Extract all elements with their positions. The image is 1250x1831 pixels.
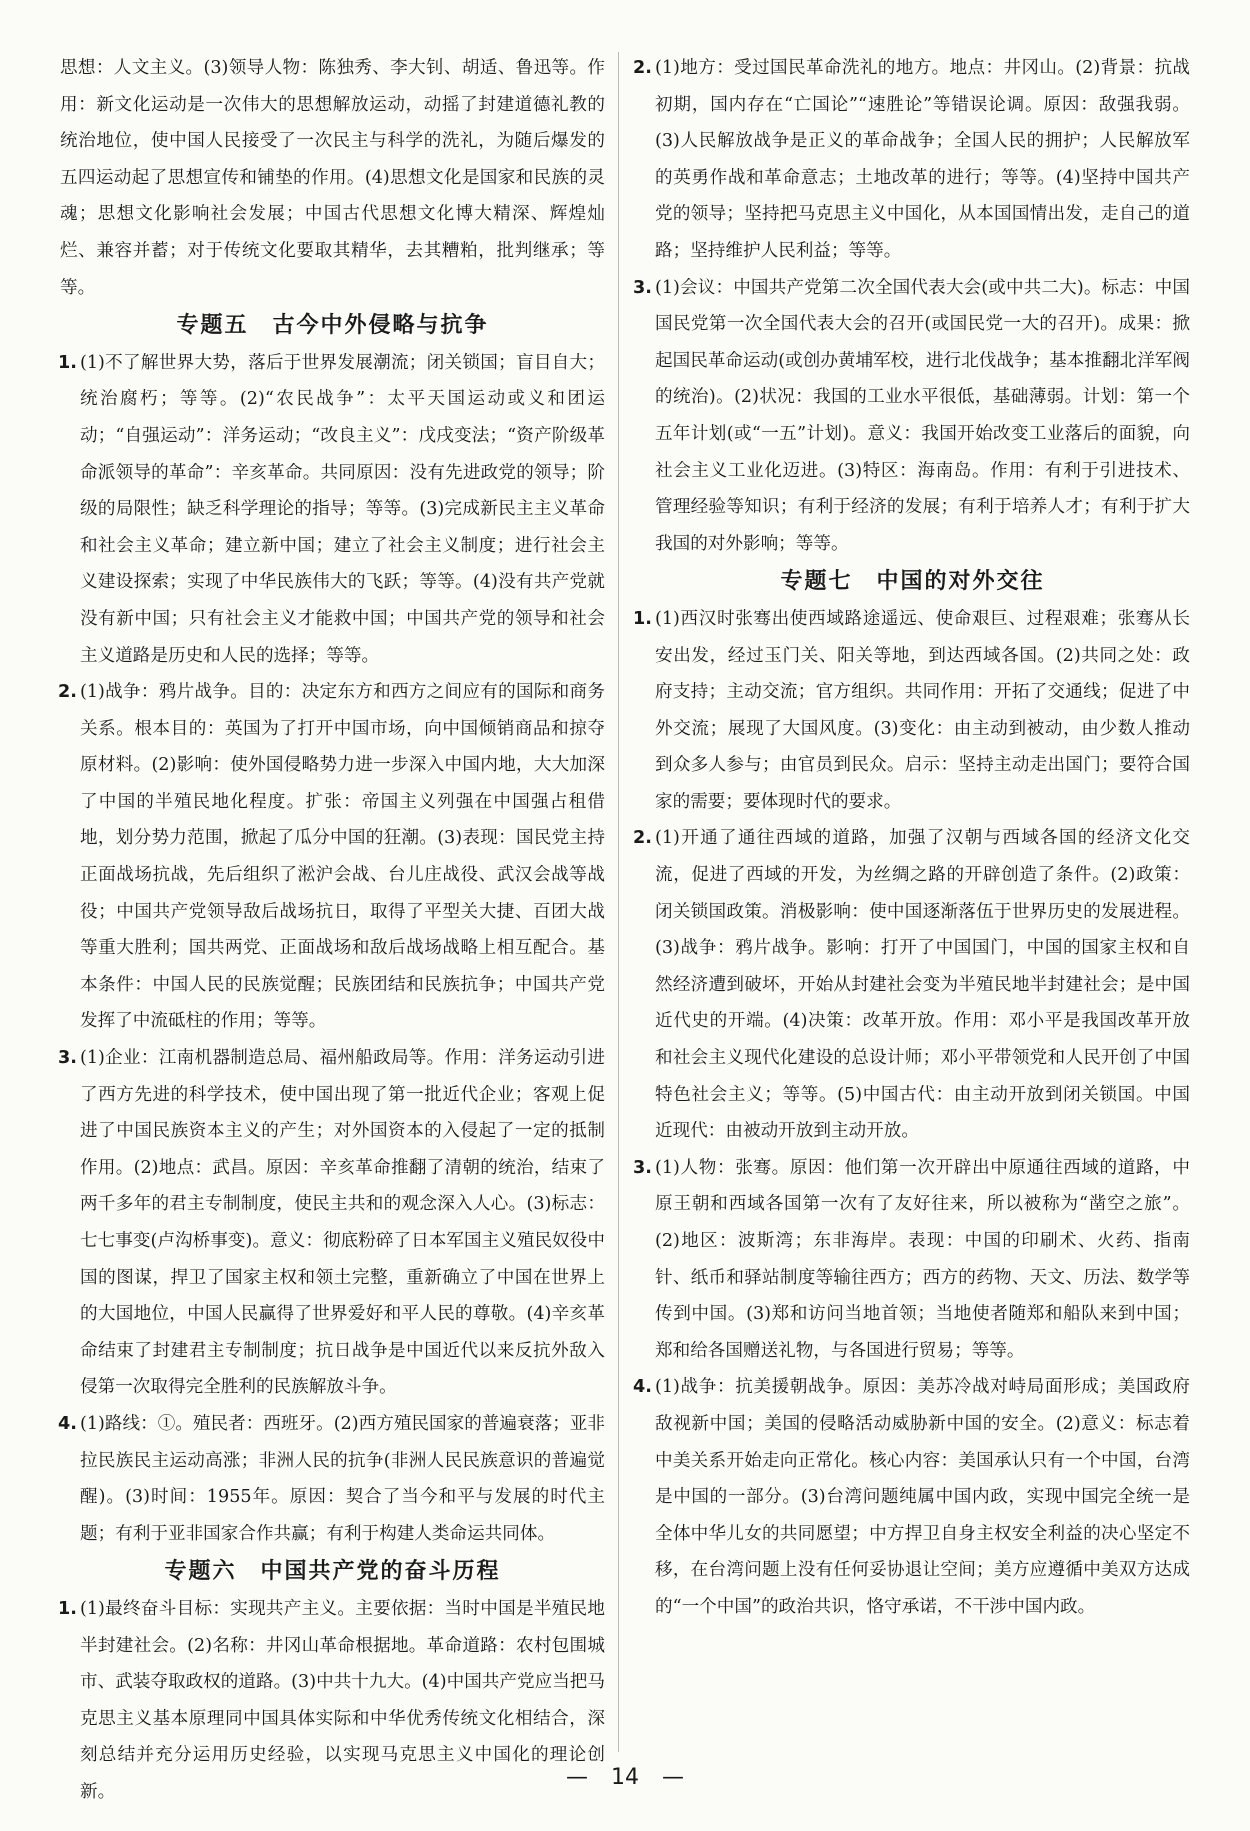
item-number: 3. (58, 1048, 77, 1069)
item-number: 4. (58, 1413, 77, 1434)
list-item (635, 820, 1190, 1149)
left-column (60, 50, 605, 1811)
section5-heading: 专题五 古今中外侵略与抗争 (176, 313, 489, 339)
column-divider (618, 52, 619, 1752)
footer-dash-left: — (566, 1765, 588, 1790)
list-item (60, 1040, 605, 1406)
list-item (635, 50, 1190, 270)
list-item (635, 270, 1190, 563)
list-item (60, 674, 605, 1040)
item-text: (1)人物：张骞。原因：他们第一次开辟出中原通往西域的道路，中原王朝和西域各国第一次有了友好往来，所以被称为“凿空之旅”。(2)地区：波斯湾；东非海岸。表现：中国的印刷术、火药、指南针、纸币和驿站制度等输往西方；西方的药物、天文、历法、数学等传到中国。(3)郑和访问当地首领；当地使者随郑和船队来到中国；郑和给各国赠送礼物，与各国进行贸易；等等。 (655, 1157, 1190, 1361)
list-item (635, 1150, 1190, 1370)
item-text: (1)开通了通往西域的道路，加强了汉朝与西域各国的经济文化交流，促进了西域的开发，为丝绸之路的开辟创造了条件。(2)政策：闭关锁国政策。消极影响：使中国逐渐落伍于世界历史的发展进程。(3)战争：鸦片战争。影响：打开了中国国门，中国的国家主权和自然经济遭到破坏，开始从封建社会变为半殖民地半封建社会；是中国近代史的开端。(4)决策：改革开放。作用：邓小平是我国改革开放和社会主义现代化建设的总设计师；邓小平带领党和人民开创了中国特色社会主义；等等。(5)中国古代：由主动开放到闭关锁国。中国近现代：由被动开放到主动开放。 (655, 828, 1190, 1142)
item-number: 4. (633, 1377, 652, 1398)
item-text: (1)西汉时张骞出使西域路途遥远、使命艰巨、过程艰难；张骞从长安出发，经过玉门关、阳关等地，到达西域各国。(2)共同之处：政府支持；主动交流；官方组织。共同作用：开拓了交通线；促进了中外交流；展现了大国风度。(3)变化：由主动到被动，由少数人推动到众多人参与；由官员到民众。启示：坚持主动走出国门；要符合国家的需要；要体现时代的要求。 (655, 608, 1190, 812)
page-number: 14 (611, 1765, 639, 1790)
right-column (635, 50, 1190, 1626)
item-number: 1. (58, 1598, 77, 1619)
section6-heading: 专题六 中国共产党的奋斗历程 (164, 1559, 501, 1585)
item-text: (1)会议：中国共产党第二次全国代表大会(或中共二大)。标志：中国国民党第一次全国代表大会的召开(或国民党一大的召开)。成果：掀起国民革命运动(或创办黄埔军校，进行北伐战争；基本推翻北洋军阀的统治)。(2)状况：我国的工业水平很低，基础薄弱。计划：第一个五年计划(或“一五”计划)。意义：我国开始改变工业落后的面貌，向社会主义工业化迈进。(3)特区：海南岛。作用：有利于引进技术、管理经验等知识；有利于经济的发展；有利于培养人才；有利于扩大我国的对外影响；等等。 (655, 277, 1190, 554)
page-footer (0, 1765, 1250, 1790)
item-text: (1)不了解世界大势，落后于世界发展潮流；闭关锁国；盲目自大；统治腐朽；等等。(2)“农民战争”：太平天国运动或义和团运动；“自强运动”：洋务运动；“改良主义”：戊戌变法；“资产阶级革命派领导的革命”：辛亥革命。共同原因：没有先进政党的领导；阶级的局限性；缺乏科学理论的指导；等等。(3)完成新民主主义革命和社会主义革命；建立新中国；建立了社会主义制度；进行社会主义建设探索；实现了中华民族伟大的飞跃；等等。(4)没有共产党就没有新中国；只有社会主义才能救中国；中国共产党的领导和社会主义道路是历史和人民的选择；等等。 (80, 352, 605, 666)
item-number: 2. (58, 682, 77, 703)
list-item (635, 601, 1190, 821)
item-text: (1)路线：①。殖民者：西班牙。(2)西方殖民国家的普遍衰落；亚非拉民族民主运动高涨；非洲人民的抗争(非洲人民民族意识的普遍觉醒)。(3)时间：1955年。原因：契合了当今和平与发展的时代主题；有利于亚非国家合作共赢；有利于构建人类命运共同体。 (80, 1413, 605, 1544)
item-number: 2. (633, 58, 652, 78)
item-number: 1. (633, 608, 652, 629)
footer-dash-right: — (662, 1765, 684, 1790)
item-text: (1)企业：江南机器制造总局、福州船政局等。作用：洋务运动引进了西方先进的科学技术，使中国出现了第一批近代企业；客观上促进了中国民族资本主义的产生；对外国资本的入侵起了一定的抵制作用。(2)地点：武昌。原因：辛亥革命推翻了清朝的统治，结束了两千多年的君主专制制度，使民主共和的观念深入人心。(3)标志：七七事变(卢沟桥事变)。意义：彻底粉碎了日本军国主义殖民奴役中国的图谋，捍卫了国家主权和领土完整，重新确立了中国在世界上的大国地位，中国人民赢得了世界爱好和平人民的尊敬。(4)辛亥革命结束了封建君主专制制度；抗日战争是中国近代以来反抗外敌入侵第一次取得完全胜利的民族解放斗争。 (80, 1048, 605, 1398)
item-text: (1)战争：鸦片战争。目的：决定东方和西方之间应有的国际和商务关系。根本目的：英国为了打开中国市场，向中国倾销商品和掠夺原材料。(2)影响：使外国侵略势力进一步深入中国内地，大大加深了中国的半殖民地化程度。扩张：帝国主义列强在中国强占租借地，划分势力范围，掀起了瓜分中国的狂潮。(3)表现：国民党主持正面战场抗战，先后组织了淞沪会战、台儿庄战役、武汉会战等战役；中国共产党领导敌后战场抗日，取得了平型关大捷、百团大战等重大胜利；国共两党、正面战场和敌后战场战略上相互配合。基本条件：中国人民的民族觉醒；民族团结和民族抗争；中国共产党发挥了中流砥柱的作用；等等。 (80, 682, 605, 1032)
list-item (60, 345, 605, 674)
item-text: (1)地方：受过国民革命洗礼的地方。地点：井冈山。(2)背景：抗战初期，国内存在“亡国论”“速胜论”等错误论调。原因：敌强我弱。(3)人民解放战争是正义的革命战争；全国人民的拥护；人民解放军的英勇作战和革命意志；土地改革的进行；等等。(4)坚持中国共产党的领导；坚持把马克思主义中国化，从本国国情出发，走自己的道路；坚持维护人民利益；等等。 (655, 58, 1190, 261)
item-text: (1)战争：抗美援朝战争。原因：美苏冷战对峙局面形成；美国政府敌视新中国；美国的侵略活动威胁新中国的安全。(2)意义：标志着中美关系开始走向正常化。核心内容：美国承认只有一个中国，台湾是中国的一部分。(3)台湾问题纯属中国内政，实现中国完全统一是全体中华儿女的共同愿望；中方捍卫自身主权安全利益的决心坚定不移，在台湾问题上没有任何妥协退让空间；美方应遵循中美双方达成的“一个中国”的政治共识，恪守承诺，不干涉中国内政。 (655, 1377, 1190, 1617)
section7-heading: 专题七 中国的对外交往 (780, 569, 1045, 595)
item-number: 2. (633, 828, 652, 849)
item-number: 3. (633, 1157, 652, 1178)
item-number: 1. (58, 352, 77, 373)
item-number: 3. (633, 277, 652, 298)
list-item (635, 1369, 1190, 1625)
intro-paragraph: 思想：人文主义。(3)领导人物：陈独秀、李大钊、胡适、鲁迅等。作用：新文化运动是一次伟大的思想解放运动，动摇了封建道德礼教的统治地位，使中国人民接受了一次民主与科学的洗礼，为随后爆发的五四运动起了思想宣传和铺垫的作用。(4)思想文化是国家和民族的灵魂；思想文化影响社会发展；中国古代思想文化博大精深、辉煌灿烂、兼容并蓄；对于传统文化要取其精华，去其糟粕，批判继承；等等。 (60, 58, 605, 298)
item-text: (1)最终奋斗目标：实现共产主义。主要依据：当时中国是半殖民地半封建社会。(2)名称：井冈山革命根据地。革命道路：农村包围城市、武装夺取政权的道路。(3)中共十九大。(4)中国共产党应当把马克思主义基本原理同中国具体实际和中华优秀传统文化相结合，深刻总结并充分运用历史经验，以实现马克思主义中国化的理论创新。 (80, 1598, 605, 1802)
list-item (60, 1406, 605, 1552)
